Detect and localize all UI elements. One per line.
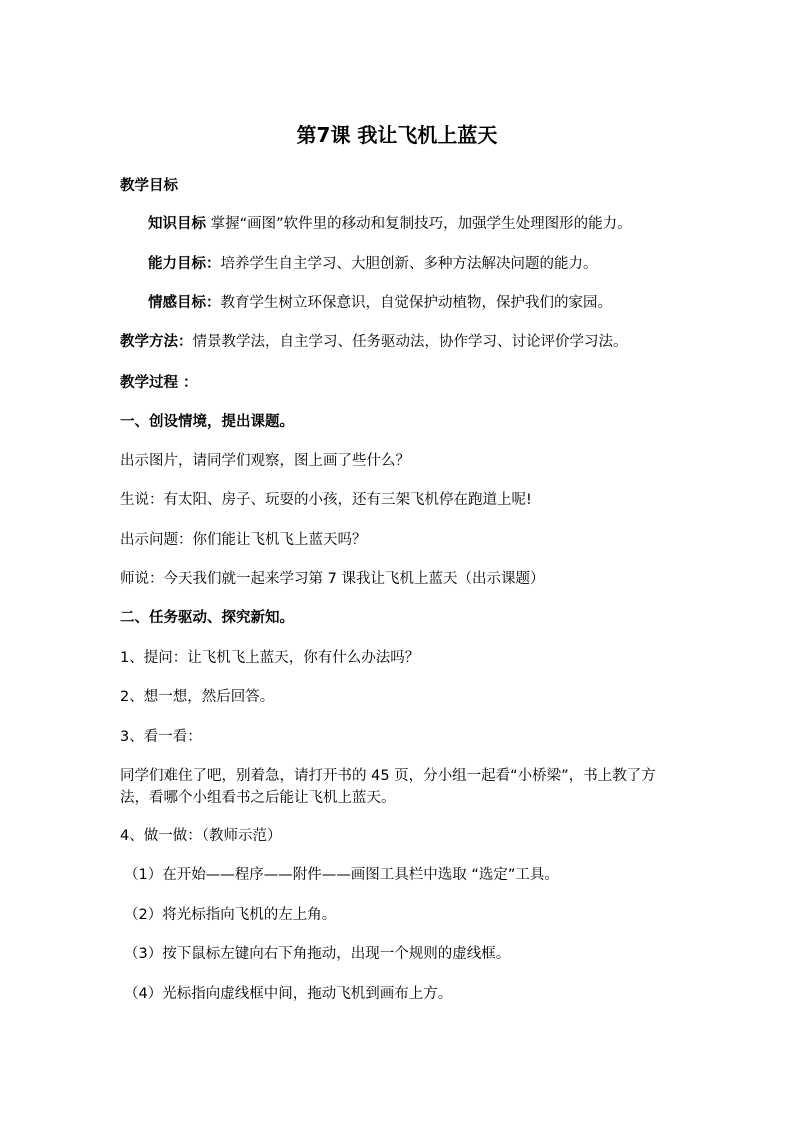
section2-paragraph: 同学们难住了吧，别着急，请打开书的 45 页，分小组一起看“小桥梁”，书上教了方法，看哪个小组看书之后能让飞机上蓝天。 <box>120 768 656 806</box>
emotion-objective <box>148 293 612 313</box>
teaching-method <box>120 332 628 352</box>
knowledge-text: 掌握“画图”软件里的移动和复制技巧，加强学生处理图形的能力。 <box>206 216 632 232</box>
knowledge-label: 知识目标 <box>148 216 206 232</box>
objectives-heading: 教学目标 <box>120 178 178 194</box>
step-1: （1）在开始——程序——附件——画图工具栏中选取 “选定”工具。 <box>124 867 559 883</box>
method-label: 教学方法： <box>120 334 193 350</box>
section2-item-2: 2、想一想，然后回答。 <box>120 689 275 705</box>
emotion-text: 教育学生树立环保意识，自觉保护动植物，保护我们的家园。 <box>220 295 612 311</box>
section2-item-4: 4、做一做：（教师示范） <box>120 828 282 844</box>
emotion-label: 情感目标： <box>148 295 221 311</box>
ability-text: 培养学生自主学习、大胆创新、多种方法解决问题的能力。 <box>220 256 598 272</box>
method-text: 情景教学法，自主学习、任务驱动法，协作学习、讨论评价学习法。 <box>192 334 628 350</box>
section1-line-3: 出示问题：你们能让飞机飞上蓝天吗？ <box>120 532 367 548</box>
knowledge-objective <box>148 214 632 234</box>
section2-item-1: 1、提问：让飞机飞上蓝天，你有什么办法吗？ <box>120 650 420 666</box>
ability-objective <box>148 254 598 274</box>
section2-heading: 二、任务驱动、探究新知。 <box>120 610 294 626</box>
section1-heading: 一、创设情境，提出课题。 <box>120 414 294 430</box>
section1-line-1: 出示图片，请同学们观察，图上画了些什么？ <box>120 453 410 469</box>
step-2: （2）将光标指向飞机的左上角。 <box>124 907 337 923</box>
step-4: （4）光标指向虚线框中间，拖动飞机到画布上方。 <box>124 986 453 1002</box>
step-3: （3）按下鼠标左键向右下角拖动，出现一个规则的虚线框。 <box>124 946 511 962</box>
process-heading: 教学过程 ： <box>120 375 198 391</box>
page-title: 第7课 我让飞机上蓝天 <box>296 123 498 147</box>
section1-line-2: 生说：有太阳、房子、玩耍的小孩，还有三架飞机停在跑道上呢! <box>120 492 532 508</box>
section2-item-3: 3、看一看： <box>120 729 202 745</box>
ability-label: 能力目标： <box>148 256 221 272</box>
section1-line-4: 师说：今天我们就一起来学习第 7 课我让飞机上蓝天（出示课题） <box>120 571 545 587</box>
